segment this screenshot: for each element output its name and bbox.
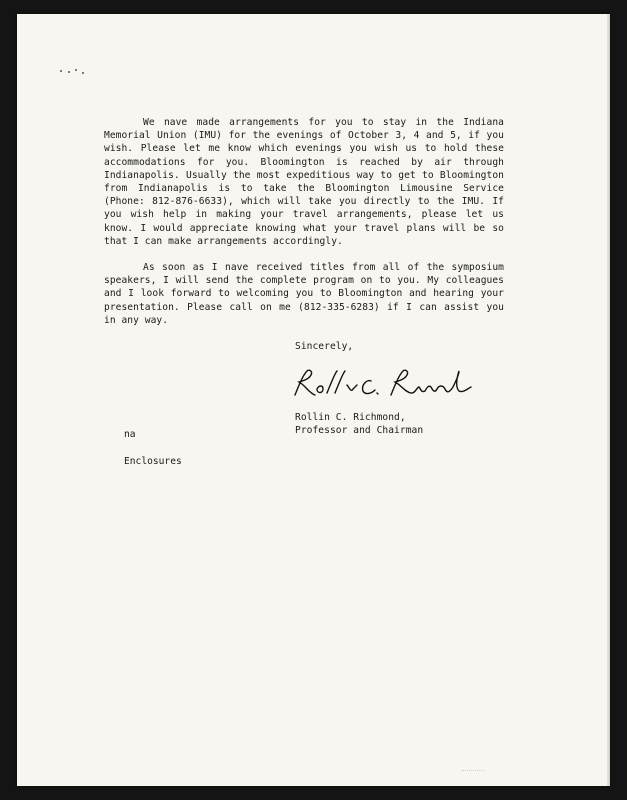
- paragraph-program: As soon as I nave received titles from all of the symposium speakers, I will send the complete program on to you. My colleagues and I look forward to welcoming you to Bloomington and hearing your presentation. Please call on me (812-335-6283) if I can assist you in any way.: [104, 262, 504, 326]
- signature-block: [295, 340, 504, 438]
- paragraph-accommodations: We nave made arrangements for you to stay in the Indiana Memorial Union (IMU) for the evenings of October 3, 4 and 5, if you wish. Please let me know which evenings you wish us to hold these accommodations for you. Bloomington is reached by air through Indianapolis. Usually the most expeditious way to get to Bloomington from Indianapolis is to take the Bloomington Limousine Service (Phone: 812-876-6633), which will take you directly to the IMU. If you wish help in making your travel arrangements, please let us know. I would appreciate knowing what your travel plans will be so that I can make arrangements accordingly.: [104, 117, 504, 247]
- signer-name: Rollin C. Richmond,: [295, 412, 406, 424]
- paper-specks: [60, 66, 90, 76]
- enclosures-note: Enclosures: [124, 456, 182, 467]
- signer-title: Professor and Chairman: [295, 425, 424, 437]
- typist-initials: na: [124, 429, 136, 440]
- letter-body: [104, 116, 504, 438]
- handwritten-signature: [287, 365, 477, 405]
- closing-salutation: Sincerely,: [295, 341, 354, 353]
- page-edge: [607, 14, 610, 786]
- faint-stamp-mark: [462, 770, 484, 775]
